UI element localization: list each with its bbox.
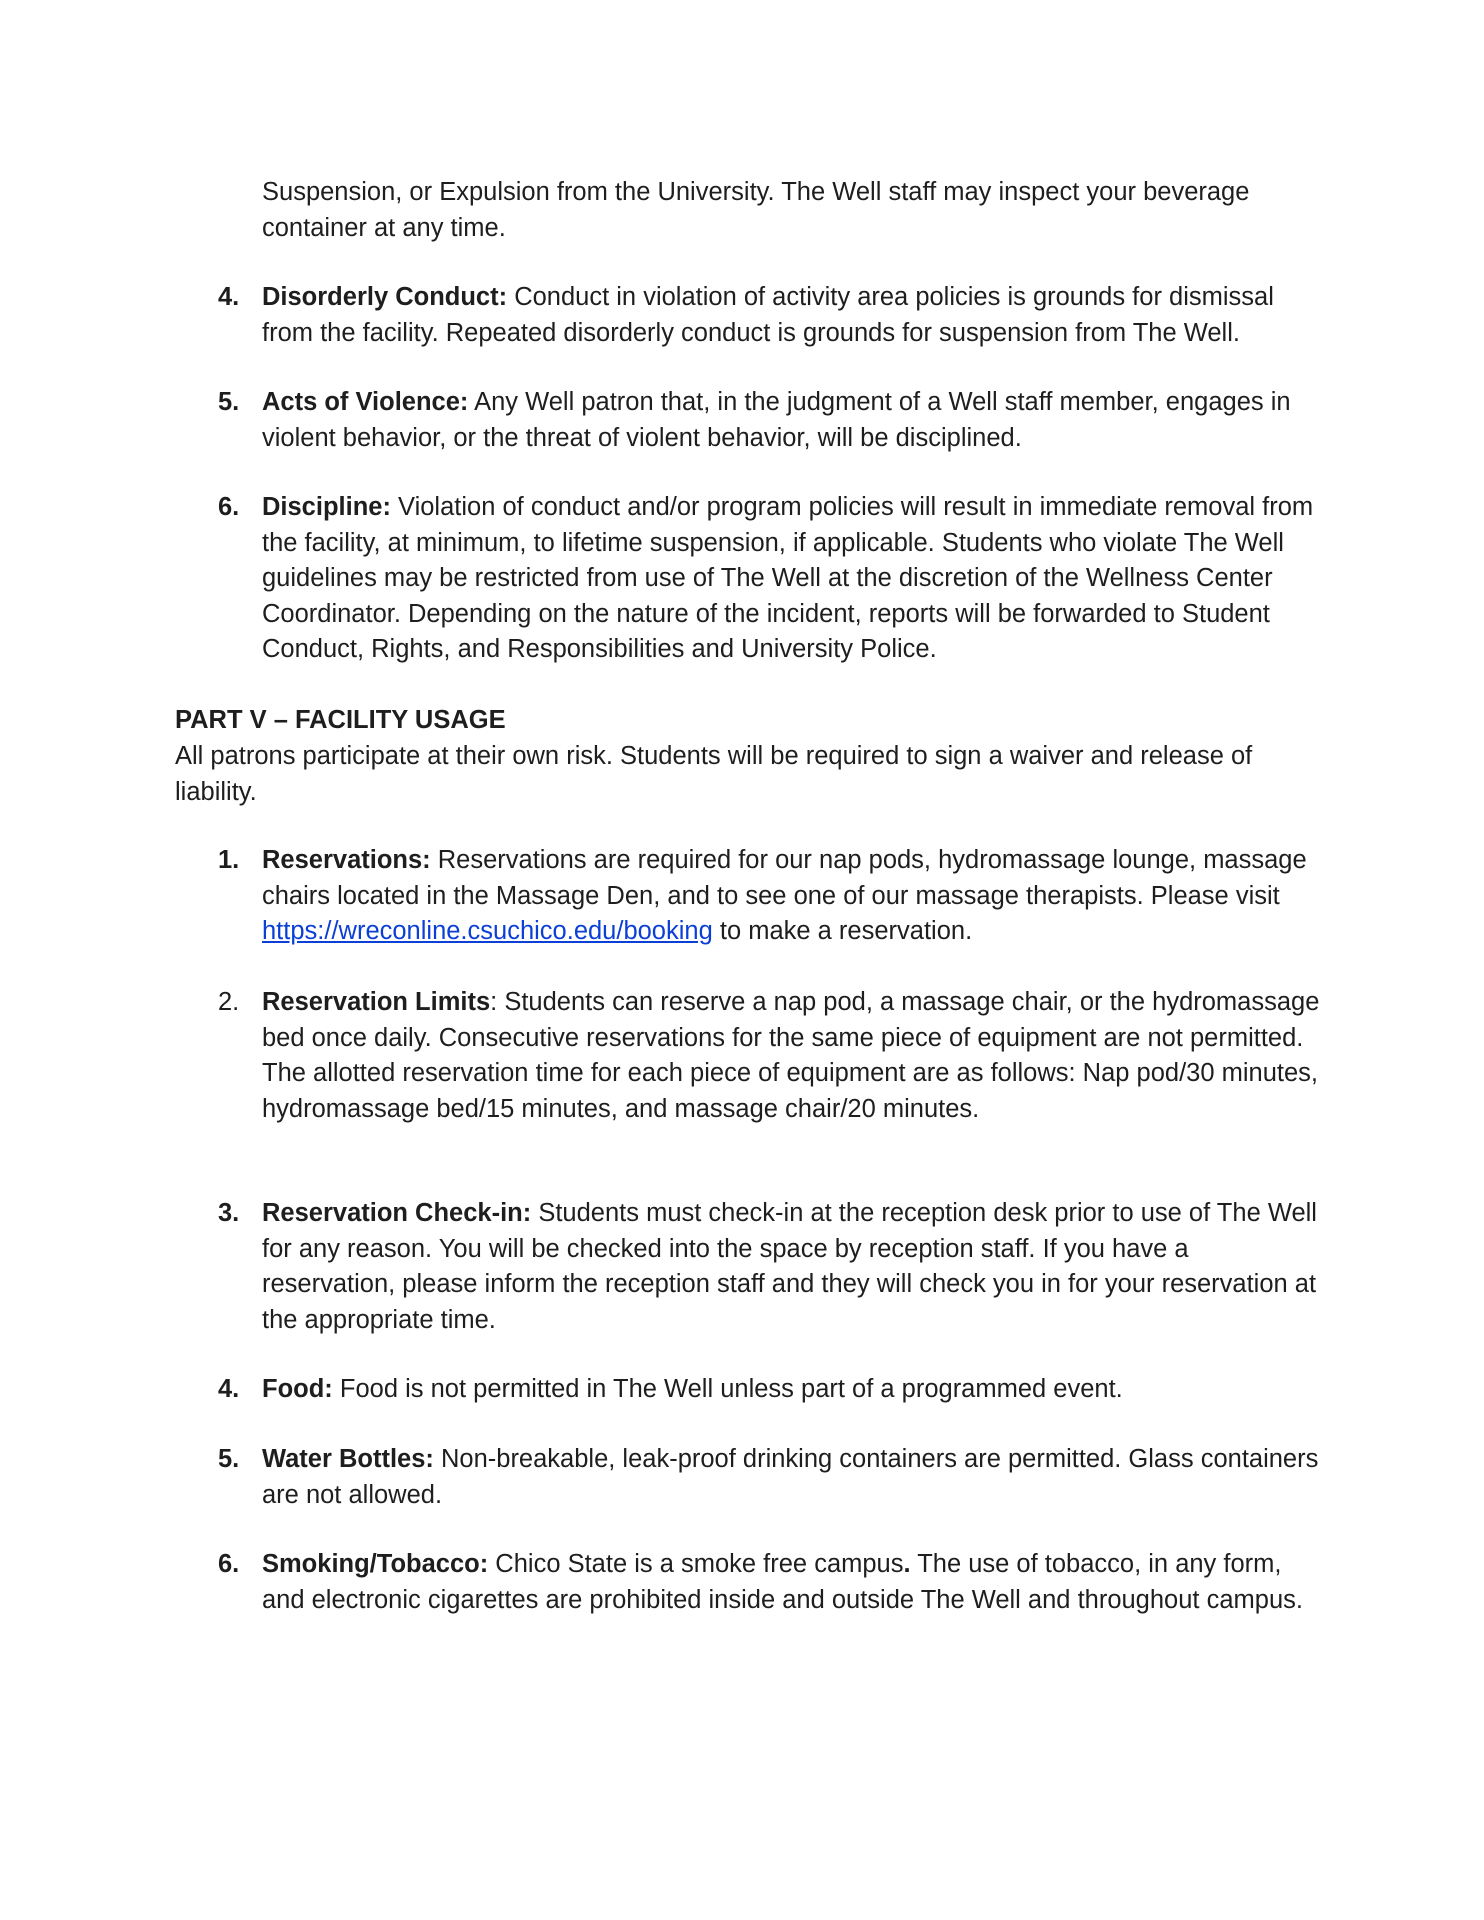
item-number: 6. [218,493,240,521]
item-number: 4. [218,283,240,311]
item-number: 3. [218,1199,240,1227]
item-label: Water Bottles: [262,1445,434,1473]
item-number: 1. [218,846,240,874]
item-text-after: to make a reservation. [712,917,973,945]
item-label: Acts of Violence: [262,388,469,416]
item-number: 4. [218,1375,240,1403]
item-label: Reservation Limits [262,988,491,1016]
item-text: : Students can reserve a nap pod, a massage chair, or the hydromassage bed once daily. Consecutive reservations for the same piece of equipment are not permitted. The allotted reservation time for each piece of equipment are as follows: Nap pod/30 minutes, hydromassage bed/15 minutes, and massage chair/20 minutes. [262,988,1320,1123]
item-text: Conduct in violation of activity area policies is grounds for dismissal from the facility. Repeated disorderly conduct is grounds for suspension from The Well. [262,283,1274,347]
item-label: Disorderly Conduct: [262,283,508,311]
item-text: Chico State is a smoke free campus [488,1550,904,1578]
item-label: Discipline: [262,493,391,521]
item-number: 5. [218,1445,240,1473]
item-label: Reservations: [262,846,431,874]
item-text: Violation of conduct and/or program policies will result in immediate removal from the facility, at minimum, to lifetime suspension, if applicable. Students who violate The Well guidelines may be restricted from use of The Well at the discretion of the Wellness Center Coordinator. Depending on the nature of the incident, reports will be forwarded to Student Conduct, Rights, and Responsibilities and University Police. [262,493,1314,663]
section-intro: All patrons participate at their own risk. Students will be required to sign a waiver and release of liability. [175,742,1253,806]
item-text: Non-breakable, leak-proof drinking containers are permitted. Glass containers are not allowed. [262,1445,1319,1509]
item-label: Food: [262,1375,333,1403]
item-text: Food is not permitted in The Well unless part of a programmed event. [332,1375,1123,1403]
item-text: Any Well patron that, in the judgment of a Well staff member, engages in violent behavior, or the threat of violent behavior, will be disciplined. [262,388,1291,452]
continuation-paragraph: Suspension, or Expulsion from the University. The Well staff may inspect your beverage container at any time. [262,178,1250,242]
item-label: Smoking/Tobacco: [262,1550,489,1578]
booking-link[interactable]: https://wreconline.csuchico.edu/booking [262,917,713,945]
section-heading: PART V – FACILITY USAGE [175,706,506,734]
item-text: Students must check-in at the reception desk prior to use of The Well for any reason. You will be checked into the space by reception staff. If you have a reservation, please inform the reception staff and they will check you in for your reservation at the appropriate time. [262,1199,1317,1334]
item-number: 6. [218,1550,240,1578]
item-label: Reservation Check-in: [262,1199,532,1227]
item-text: Reservations are required for our nap pods, hydromassage lounge, massage chairs located in the Massage Den, and to see one of our massage therapists. Please visit [262,846,1307,910]
item-text-bold: . [903,1550,911,1578]
item-number: 5. [218,388,240,416]
item-number: 2. [218,988,240,1016]
item-text-after: The use of tobacco, in any form, and electronic cigarettes are prohibited inside and outside The Well and throughout campus. [262,1550,1303,1614]
